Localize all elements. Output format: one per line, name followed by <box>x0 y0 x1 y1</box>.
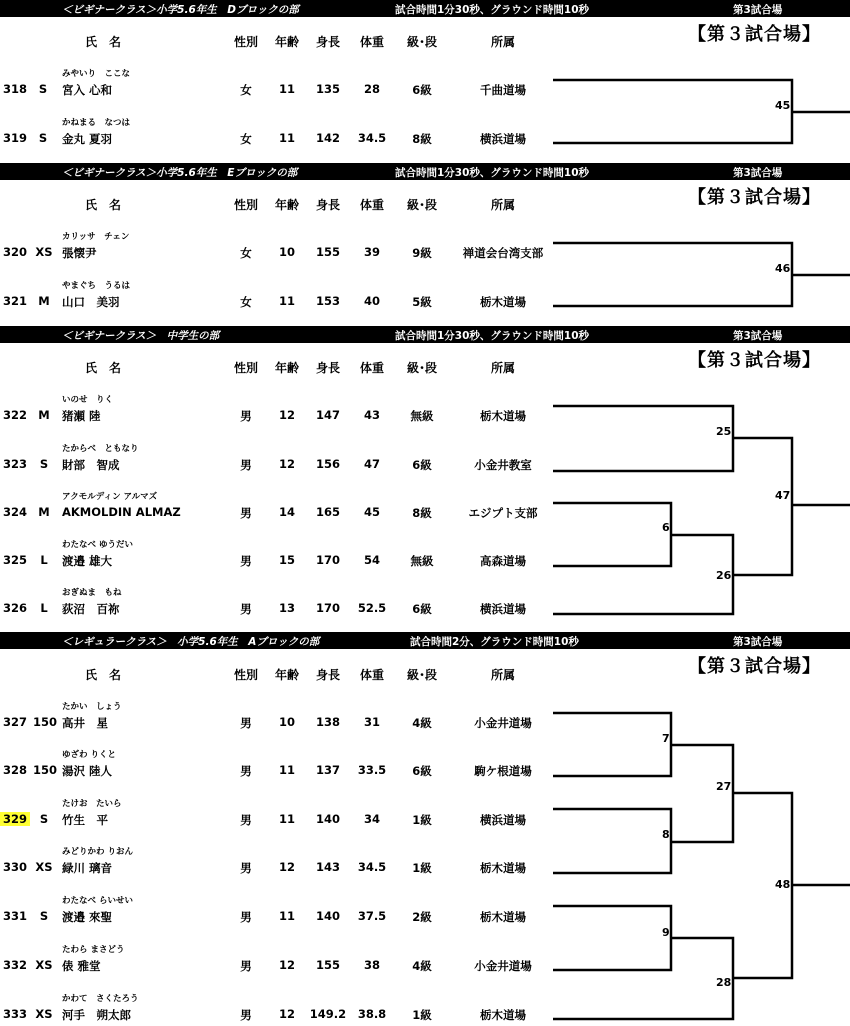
player-gender: 男 <box>240 764 252 778</box>
col-height: 身長 <box>315 361 341 375</box>
player-weight: 34.5 <box>357 131 387 145</box>
player-grade: 4級 <box>412 959 432 973</box>
player-size: 150 <box>32 763 58 777</box>
player-furigana: たけお たいら <box>62 799 122 809</box>
venue-label: 【第３試合場】 <box>688 656 821 677</box>
match-number: 26 <box>716 569 732 582</box>
player-height: 170 <box>315 601 341 615</box>
player-size: M <box>38 294 50 308</box>
player-size: 150 <box>32 715 58 729</box>
player-size: L <box>40 553 48 567</box>
player-weight: 38 <box>363 958 381 972</box>
player-height: 156 <box>315 457 341 471</box>
player-name: 山口 美羽 <box>62 295 120 309</box>
player-size: XS <box>35 958 53 972</box>
player-furigana: たからべ ともなり <box>62 444 139 454</box>
player-furigana: みやいり ここな <box>62 69 131 79</box>
col-gender: 性別 <box>233 668 259 682</box>
player-grade: 6級 <box>412 83 432 97</box>
player-affiliation: 栃木道場 <box>480 910 526 924</box>
col-height: 身長 <box>315 668 341 682</box>
player-age: 10 <box>278 245 296 259</box>
player-number: 325 <box>2 553 28 567</box>
player-height: 155 <box>315 245 341 259</box>
col-weight: 体重 <box>359 198 385 212</box>
player-number: 319 <box>2 131 28 145</box>
player-furigana: いのせ りく <box>62 395 114 405</box>
col-weight: 体重 <box>359 35 385 49</box>
col-gender: 性別 <box>233 198 259 212</box>
player-size: S <box>39 812 49 826</box>
section-title: ＜ビギナークラス＞ 中学生の部 <box>62 330 220 342</box>
player-height: 135 <box>315 82 341 96</box>
venue-label: 【第３試合場】 <box>688 350 821 371</box>
match-number: 47 <box>775 489 791 502</box>
player-height: 155 <box>315 958 341 972</box>
section-venue: 第3試合場 <box>733 636 783 648</box>
player-number: 322 <box>2 408 28 422</box>
player-grade: 無級 <box>410 554 434 568</box>
player-gender: 男 <box>240 602 252 616</box>
player-name: 緑川 璃音 <box>62 861 113 875</box>
player-affiliation: 千曲道場 <box>480 83 526 97</box>
section-venue: 第3試合場 <box>733 4 783 16</box>
player-name: 俵 雅堂 <box>62 959 101 973</box>
player-number: 324 <box>2 505 28 519</box>
match-number: 46 <box>775 262 791 275</box>
match-number: 48 <box>775 878 791 891</box>
player-age: 11 <box>278 294 296 308</box>
player-gender: 女 <box>240 83 252 97</box>
player-affiliation: 駒ケ根道場 <box>474 764 532 778</box>
player-size: S <box>39 457 49 471</box>
player-age: 12 <box>278 457 296 471</box>
bracket-line <box>553 713 671 776</box>
player-furigana: わたなべ らいせい <box>62 896 133 906</box>
player-grade: 1級 <box>412 813 432 827</box>
player-weight: 33.5 <box>357 763 387 777</box>
player-gender: 男 <box>240 813 252 827</box>
player-affiliation: エジプト支部 <box>468 506 538 520</box>
player-age: 11 <box>278 909 296 923</box>
player-height: 149.2 <box>309 1007 347 1021</box>
player-height: 153 <box>315 294 341 308</box>
player-size: L <box>40 601 48 615</box>
player-weight: 54 <box>363 553 381 567</box>
match-number: 27 <box>716 780 732 793</box>
player-grade: 6級 <box>412 458 432 472</box>
player-name: 猪瀬 陸 <box>62 409 101 423</box>
player-name: 宮入 心和 <box>62 83 113 97</box>
player-number: 331 <box>2 909 28 923</box>
player-size: S <box>38 131 48 145</box>
player-affiliation: 小金井教室 <box>474 458 532 472</box>
player-grade: 6級 <box>412 764 432 778</box>
player-gender: 男 <box>240 409 252 423</box>
player-number: 330 <box>2 860 28 874</box>
player-name: 渡邉 雄大 <box>62 554 113 568</box>
player-affiliation: 横浜道場 <box>480 132 526 146</box>
player-name: AKMOLDIN ALMAZ <box>62 505 181 519</box>
col-grade: 級･段 <box>406 35 438 49</box>
player-number: 321 <box>2 294 28 308</box>
match-number: 6 <box>662 521 670 534</box>
match-number: 28 <box>716 976 732 989</box>
bracket-line <box>553 906 671 970</box>
match-number: 7 <box>662 732 670 745</box>
player-number: 332 <box>2 958 28 972</box>
player-affiliation: 横浜道場 <box>480 602 526 616</box>
col-height: 身長 <box>315 35 341 49</box>
section-title: ＜ビギナークラス＞小学5.6年生 Eブロックの部 <box>62 167 298 179</box>
player-furigana: わたなべ ゆうだい <box>62 540 133 550</box>
player-name: 河手 朔太郎 <box>62 1008 131 1022</box>
player-weight: 28 <box>363 82 381 96</box>
player-height: 137 <box>315 763 341 777</box>
player-name: 湯沢 陸人 <box>62 764 113 778</box>
player-grade: 無級 <box>410 409 434 423</box>
player-number: 323 <box>2 457 28 471</box>
section-title: ＜ビギナークラス＞小学5.6年生 Dブロックの部 <box>62 4 299 16</box>
player-affiliation: 栃木道場 <box>480 409 526 423</box>
player-weight: 40 <box>363 294 381 308</box>
player-number: 328 <box>2 763 28 777</box>
col-name: 氏 名 <box>84 198 122 212</box>
col-name: 氏 名 <box>84 35 122 49</box>
player-number: 320 <box>2 245 28 259</box>
player-weight: 37.5 <box>357 909 387 923</box>
match-number: 9 <box>662 926 670 939</box>
player-weight: 52.5 <box>357 601 387 615</box>
player-weight: 45 <box>363 505 381 519</box>
player-affiliation: 栃木道場 <box>480 861 526 875</box>
player-height: 142 <box>315 131 341 145</box>
player-gender: 男 <box>240 861 252 875</box>
bracket-line <box>553 80 792 143</box>
player-height: 147 <box>315 408 341 422</box>
player-gender: 男 <box>240 716 252 730</box>
player-number: 327 <box>2 715 28 729</box>
highlight-marker: 329 <box>0 812 30 826</box>
player-grade: 8級 <box>412 132 432 146</box>
player-grade: 1級 <box>412 861 432 875</box>
player-age: 12 <box>278 408 296 422</box>
player-weight: 34.5 <box>357 860 387 874</box>
player-furigana: たかい しょう <box>62 702 122 712</box>
player-furigana: かわて さくたろう <box>62 994 139 1004</box>
col-grade: 級･段 <box>406 361 438 375</box>
player-gender: 男 <box>240 959 252 973</box>
player-age: 10 <box>278 715 296 729</box>
player-furigana: みどりかわ りおん <box>62 847 133 857</box>
player-height: 140 <box>315 909 341 923</box>
player-name: 渡邉 來聖 <box>62 910 113 924</box>
col-age: 年齢 <box>274 35 300 49</box>
player-height: 143 <box>315 860 341 874</box>
col-name: 氏 名 <box>84 668 122 682</box>
player-age: 15 <box>278 553 296 567</box>
player-age: 11 <box>278 82 296 96</box>
bracket-line <box>553 809 671 873</box>
player-age: 11 <box>278 131 296 145</box>
match-number: 8 <box>662 828 670 841</box>
player-weight: 43 <box>363 408 381 422</box>
player-name: 金丸 夏羽 <box>62 132 113 146</box>
player-name: 財部 智成 <box>62 458 120 472</box>
venue-label: 【第３試合場】 <box>688 24 821 45</box>
section-time: 試合時間1分30秒、グラウンド時間10秒 <box>395 330 590 342</box>
player-size: S <box>38 82 48 96</box>
player-furigana: やまぐち うるは <box>62 281 131 291</box>
player-grade: 8級 <box>412 506 432 520</box>
player-grade: 4級 <box>412 716 432 730</box>
player-gender: 男 <box>240 1008 252 1022</box>
player-size: XS <box>35 860 53 874</box>
col-age: 年齢 <box>274 668 300 682</box>
col-grade: 級･段 <box>406 668 438 682</box>
match-number: 25 <box>716 425 732 438</box>
section-title: ＜レギュラークラス＞ 小学5.6年生 Aブロックの部 <box>62 636 320 648</box>
player-size: XS <box>35 245 53 259</box>
player-height: 165 <box>315 505 341 519</box>
player-affiliation: 禅道会台湾支部 <box>462 246 544 260</box>
player-height: 138 <box>315 715 341 729</box>
bracket-line <box>553 503 671 566</box>
player-number: 326 <box>2 601 28 615</box>
col-grade: 級･段 <box>406 198 438 212</box>
player-age: 12 <box>278 958 296 972</box>
player-furigana: アクモルディン アルマズ <box>62 492 158 502</box>
player-weight: 31 <box>363 715 381 729</box>
col-gender: 性別 <box>233 35 259 49</box>
col-age: 年齢 <box>274 361 300 375</box>
player-age: 12 <box>278 860 296 874</box>
bracket-line <box>671 745 733 842</box>
player-furigana: かねまる なつは <box>62 118 131 128</box>
player-name: 荻沼 百祢 <box>62 602 120 616</box>
player-furigana: ゆざわ りくと <box>62 750 116 760</box>
player-gender: 男 <box>240 554 252 568</box>
player-furigana: カリッサ チェン <box>62 232 130 242</box>
venue-label: 【第３試合場】 <box>688 187 821 208</box>
player-weight: 39 <box>363 245 381 259</box>
col-affiliation: 所属 <box>490 198 516 212</box>
player-gender: 女 <box>240 132 252 146</box>
player-grade: 6級 <box>412 602 432 616</box>
player-height: 140 <box>315 812 341 826</box>
col-weight: 体重 <box>359 668 385 682</box>
bracket-line <box>553 406 733 471</box>
player-weight: 47 <box>363 457 381 471</box>
player-gender: 男 <box>240 910 252 924</box>
player-grade: 9級 <box>412 246 432 260</box>
section-time: 試合時間2分、グラウンド時間10秒 <box>410 636 579 648</box>
section-time: 試合時間1分30秒、グラウンド時間10秒 <box>395 4 590 16</box>
player-size: XS <box>35 1007 53 1021</box>
player-age: 11 <box>278 763 296 777</box>
player-weight: 38.8 <box>357 1007 387 1021</box>
player-furigana: たわら まさどう <box>62 945 125 955</box>
player-grade: 1級 <box>412 1008 432 1022</box>
col-height: 身長 <box>315 198 341 212</box>
player-gender: 男 <box>240 506 252 520</box>
player-name: 高井 星 <box>62 716 108 730</box>
player-grade: 5級 <box>412 295 432 309</box>
player-grade: 2級 <box>412 910 432 924</box>
player-gender: 女 <box>240 295 252 309</box>
col-gender: 性別 <box>233 361 259 375</box>
player-age: 13 <box>278 601 296 615</box>
player-affiliation: 横浜道場 <box>480 813 526 827</box>
col-age: 年齢 <box>274 198 300 212</box>
section-venue: 第3試合場 <box>733 167 783 179</box>
player-height: 170 <box>315 553 341 567</box>
player-weight: 34 <box>363 812 381 826</box>
player-affiliation: 栃木道場 <box>480 1008 526 1022</box>
player-gender: 男 <box>240 458 252 472</box>
player-affiliation: 栃木道場 <box>480 295 526 309</box>
col-affiliation: 所属 <box>490 361 516 375</box>
bracket-line <box>553 535 733 614</box>
player-name: 竹生 平 <box>62 813 108 827</box>
section-venue: 第3試合場 <box>733 330 783 342</box>
player-affiliation: 高森道場 <box>480 554 526 568</box>
player-age: 12 <box>278 1007 296 1021</box>
player-size: S <box>39 909 49 923</box>
player-gender: 女 <box>240 246 252 260</box>
player-affiliation: 小金井道場 <box>474 959 532 973</box>
section-time: 試合時間1分30秒、グラウンド時間10秒 <box>395 167 590 179</box>
player-size: M <box>38 408 50 422</box>
col-name: 氏 名 <box>84 361 122 375</box>
player-age: 14 <box>278 505 296 519</box>
bracket-line <box>733 438 792 575</box>
col-weight: 体重 <box>359 361 385 375</box>
bracket-line <box>553 938 733 1019</box>
player-name: 張懐尹 <box>62 246 97 260</box>
player-size: M <box>38 505 50 519</box>
col-affiliation: 所属 <box>490 668 516 682</box>
player-number: 318 <box>2 82 28 96</box>
player-number: 333 <box>2 1007 28 1021</box>
player-furigana: おぎぬま もね <box>62 588 122 598</box>
player-age: 11 <box>278 812 296 826</box>
col-affiliation: 所属 <box>490 35 516 49</box>
player-affiliation: 小金井道場 <box>474 716 532 730</box>
bracket-line <box>553 243 792 306</box>
match-number: 45 <box>775 99 791 112</box>
